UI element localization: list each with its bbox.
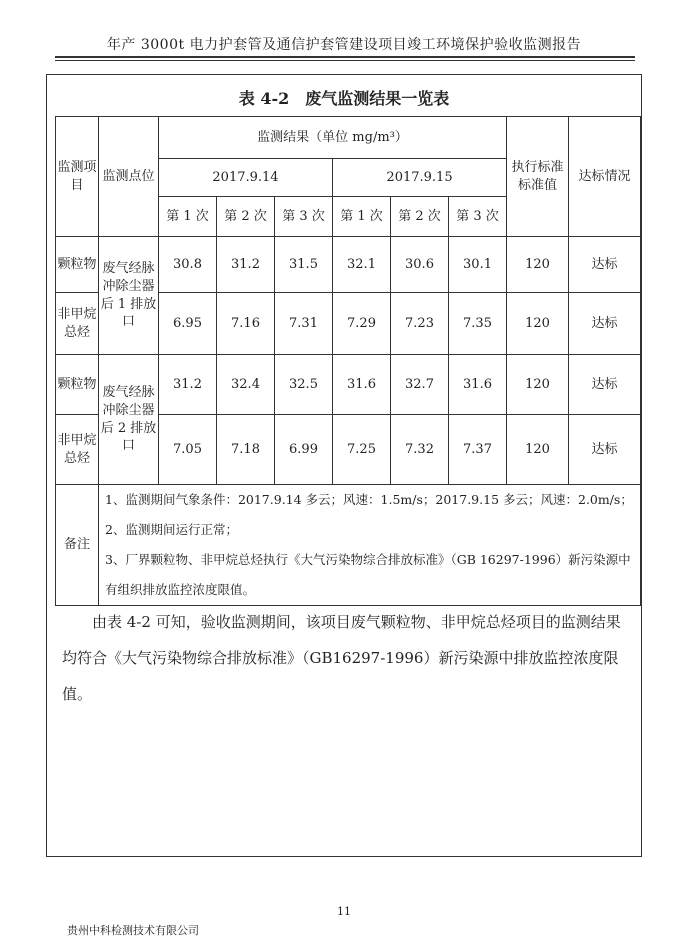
row-value: 31.2	[217, 237, 275, 293]
row-value: 7.35	[449, 293, 507, 355]
row-standard: 120	[507, 415, 569, 485]
header-time-5: 第 2 次	[391, 197, 449, 237]
table-row	[56, 355, 641, 415]
row-point: 废气经脉冲除尘器后 2 排放口	[99, 355, 159, 485]
header-time-2: 第 2 次	[217, 197, 275, 237]
row-value: 30.8	[159, 237, 217, 293]
header-rule-thin	[55, 60, 635, 61]
row-value: 7.16	[217, 293, 275, 355]
note-line-1: 1、监测期间气象条件：2017.9.14 多云；风速：1.5m/s；2017.9.15 多云；风速：2.0m/s；	[105, 492, 633, 507]
row-item: 颗粒物	[56, 237, 99, 293]
note-line-2: 2、监测期间运行正常；	[105, 522, 238, 537]
row-value: 32.1	[333, 237, 391, 293]
header-time-3: 第 3 次	[275, 197, 333, 237]
header-status: 达标情况	[569, 117, 641, 237]
row-value: 31.6	[449, 355, 507, 415]
header-monitor-point: 监测点位	[99, 117, 159, 237]
header-rule-thick	[55, 56, 635, 58]
notes-cell	[99, 485, 641, 606]
row-value: 7.37	[449, 415, 507, 485]
header-date-2: 2017.9.15	[333, 159, 507, 197]
row-standard: 120	[507, 237, 569, 293]
table-row	[56, 237, 641, 293]
row-value: 32.5	[275, 355, 333, 415]
row-value: 32.4	[217, 355, 275, 415]
row-value: 7.18	[217, 415, 275, 485]
row-status: 达标	[569, 293, 641, 355]
row-status: 达标	[569, 415, 641, 485]
header-standard: 执行标准标准值	[507, 117, 569, 237]
row-value: 30.1	[449, 237, 507, 293]
row-standard: 120	[507, 293, 569, 355]
header-monitor-result: 监测结果（单位 mg/m³）	[159, 117, 507, 159]
table-title: 表 4-2 废气监测结果一览表	[238, 89, 450, 108]
header-date-1: 2017.9.14	[159, 159, 333, 197]
row-value: 31.5	[275, 237, 333, 293]
row-item: 非甲烷总烃	[56, 293, 99, 355]
row-value: 31.2	[159, 355, 217, 415]
row-value: 7.29	[333, 293, 391, 355]
report-header-title: 年产 3000t 电力护套管及通信护套管建设项目竣工环境保护验收监测报告	[106, 37, 582, 53]
header-time-6: 第 3 次	[449, 197, 507, 237]
row-value: 7.23	[391, 293, 449, 355]
row-point: 废气经脉冲除尘器后 1 排放口	[99, 237, 159, 355]
row-item: 颗粒物	[56, 355, 99, 415]
row-value: 6.95	[159, 293, 217, 355]
footer-company: 贵州中科检测技术有限公司	[67, 924, 199, 937]
row-status: 达标	[569, 237, 641, 293]
row-status: 达标	[569, 355, 641, 415]
row-value: 7.25	[333, 415, 391, 485]
conclusion-paragraph: 由表 4-2 可知，验收监测期间，该项目废气颗粒物、非甲烷总烃项目的监测结果均符合《大气污染物综合排放标准》（GB16297-1996）新污染源中排放监控浓度限值。	[62, 613, 621, 703]
emission-results-table	[55, 116, 641, 606]
row-value: 31.6	[333, 355, 391, 415]
header-monitor-item: 监测项目	[56, 117, 99, 237]
note-label: 备注	[56, 485, 99, 606]
row-value: 30.6	[391, 237, 449, 293]
row-value: 7.31	[275, 293, 333, 355]
row-value: 32.7	[391, 355, 449, 415]
row-value: 6.99	[275, 415, 333, 485]
row-value: 7.32	[391, 415, 449, 485]
row-value: 7.05	[159, 415, 217, 485]
page-number: 11	[337, 905, 351, 918]
row-item: 非甲烷总烃	[56, 415, 99, 485]
header-time-1: 第 1 次	[159, 197, 217, 237]
header-time-4: 第 1 次	[333, 197, 391, 237]
note-line-3: 3、厂界颗粒物、非甲烷总烃执行《大气污染物综合排放标准》（GB 16297-1996）新污染源中有组织排放监控浓度限值。	[105, 552, 631, 597]
row-standard: 120	[507, 355, 569, 415]
